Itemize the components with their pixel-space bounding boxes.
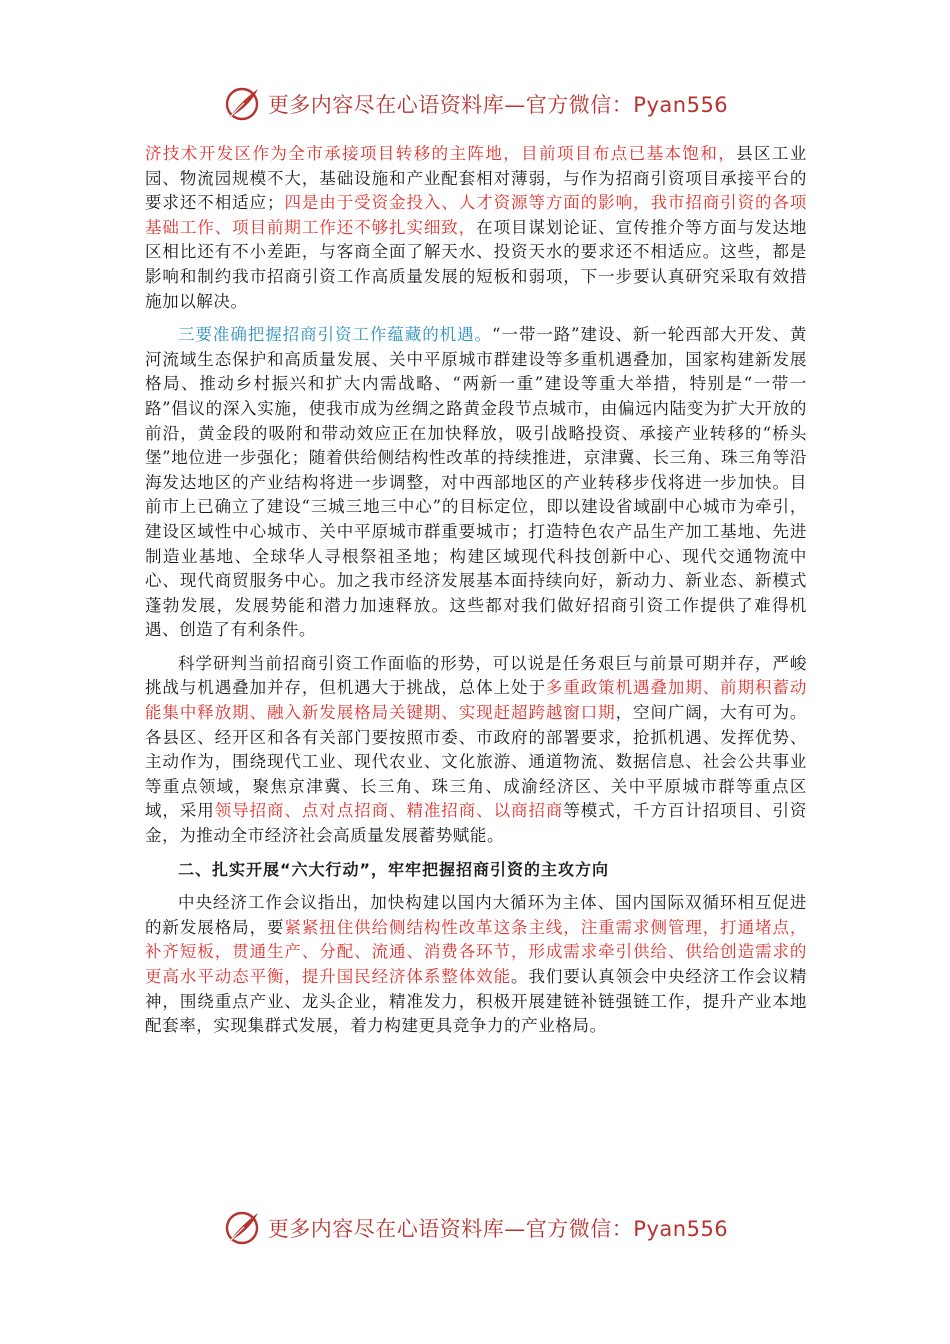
section-heading [145, 858, 807, 883]
section-heading-text: 二、扎实开展“六大行动”，牢牢把握招商引资的主攻方向 [178, 859, 610, 879]
header-banner-text: 更多内容尽在心语资料库—官方微信：Pyan556 [267, 93, 729, 117]
text-run: 中央经济工作会议指出，加快构建以国内大循环为主体、国内国际双循环相互促进的新发展格局，要 [145, 893, 807, 937]
header-watermark-banner [0, 82, 950, 126]
section-lead-sentence: 三要准确把握招商引资工作蕴藏的机遇。 [178, 325, 493, 345]
text-run: 四是由于受资金投入、人才资源等方面的影响，我市招商引资的各项基础工作、项目前期工作还不够扎实细致， [145, 193, 807, 237]
quill-logo-icon [222, 84, 262, 124]
quill-logo-icon [222, 1208, 262, 1248]
text-run: 县区工业园、物流园规模不大，基础设施和产业配套相对薄弱，与作为招商引资项目承接平台的要求还不相适应； [145, 144, 807, 213]
footer-banner-text: 更多内容尽在心语资料库—官方微信：Pyan556 [267, 1217, 729, 1241]
text-run: “一带一路”建设、新一轮西部大开发、黄河流域生态保护和高质量发展、关中平原城市群建设等多重机遇叠加，国家构建新发展格局、推动乡村振兴和扩大内需战略、“两新一重”建设等重大举措，特别是“一带一路”倡议的深入实施，使我市成为丝绸之路黄金段节点城市，由偏远内陆变为扩大开放的前沿，黄金段的吸附和带动效应正在加快释放，吸引战略投资、承接产业转移的“桥头堡”地位进一步强化；随着供给侧结构性改革的持续推进，京津冀、长三角、珠三角等沿海发达地区的产业结构将进一步调整，对中西部地区的产业转移步伐将进一步加快。目前市上已确立了建设“三城三地三中心”的目标定位，即以建设省域副中心城市为牵引，建设区域性中心城市、关中平原城市群重要城市；打造特色农产品生产加工基地、先进制造业基地、全球华人寻根祭祖圣地；构建区域现代科技创新中心、现代交通物流中心、现代商贸服务中心。加之我市经济发展基本面持续向好，新动力、新业态、新模式蓬勃发展，发展势能和潜力加速释放。这些都对我们做好招商引资工作提供了难得机遇、创造了有利条件。 [145, 325, 807, 640]
text-run: 领导招商、点对点招商、精准招商、以商招商 [214, 801, 564, 821]
paragraph-3 [145, 652, 807, 849]
paragraph-2 [145, 323, 807, 643]
paragraph-4 [145, 891, 807, 1039]
text-run: 科学研判当前招商引资工作面临的形势，可以说是任务艰巨与前景可期并存，严峻挑战与机遇叠加并存，但机遇大于挑战，总体上处于 [145, 653, 807, 698]
text-run: ，空间广阔，大有可为。各县区、经开区和各有关部门要按照市委、市政府的部署要求，抢抓机遇、发挥优势、主动作为，围绕现代工业、现代农业、文化旅游、通道物流、数据信息、社会公共事业等重点领域，聚焦京津冀、长三角、珠三角、成渝经济区、关中平原城市群等重点区域，采用 [145, 703, 807, 821]
footer-watermark-banner [0, 1206, 950, 1250]
paragraph-1 [145, 142, 807, 314]
text-run: 在项目谋划论证、宣传推介等方面与发达地区相比还有不小差距，与客商全面了解天水、投资天水的要求还不相适应。这些，都是影响和制约我市招商引资工作高质量发展的短板和弱项，下一步要认真研究采取有效措施加以解决。 [145, 217, 808, 311]
document-body [145, 142, 807, 1039]
text-run: 。我们要认真领会中央经济工作会议精神，围绕重点产业、龙头企业，精准发力，积极开展建链补链强链工作，提升产业本地配套率，实现集群式发展，着力构建更具竞争力的产业格局。 [145, 967, 808, 1036]
text-run: 紧紧扭住供给侧结构性改革这条主线，注重需求侧管理，打通堵点，补齐短板，贯通生产、分配、流通、消费各环节，形成需求牵引供给、供给创造需求的更高水平动态平衡，提升国民经济体系整体效能 [145, 917, 807, 986]
text-run: 等模式，千方百计招项目、引资金，为推动全市经济社会高质量发展蓄势赋能。 [145, 801, 807, 846]
text-run: 多重政策机遇叠加期、前期积蓄动能集中释放期、融入新发展格局关键期、实现赶超跨越窗口期 [145, 678, 808, 723]
text-run: 济技术开发区作为全市承接项目转移的主阵地，目前项目布点已基本饱和， [145, 144, 737, 163]
